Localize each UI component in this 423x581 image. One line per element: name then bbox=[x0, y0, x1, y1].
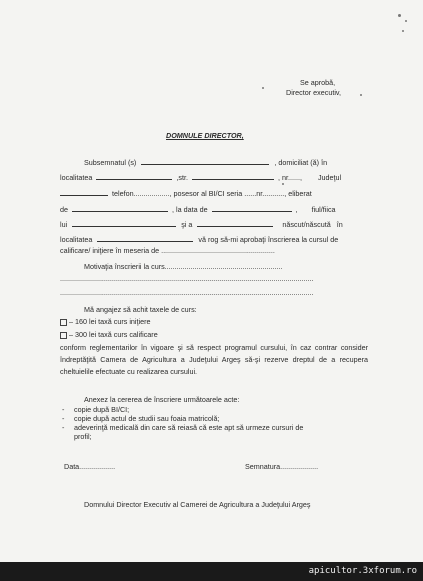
street-field[interactable] bbox=[192, 173, 274, 180]
fees-paragraph: conform reglementarilor în vigoare şi să respect programul cursului, în caz contrar consider îndreptăţită Camera de Agricultura a Judeţului Argeş să-şi rezerve dreptul de a recupera cheltuielile efectuate cu realizarea cursului. bbox=[60, 343, 368, 376]
scan-speck bbox=[282, 183, 284, 185]
scan-speck bbox=[398, 14, 401, 17]
form-line-1: Subsemnatul (s) , domiciliat (ă) în bbox=[84, 158, 328, 167]
motivation-dots-1: ............................................................................................................................... bbox=[60, 274, 314, 283]
birth-locality-field[interactable] bbox=[97, 235, 193, 242]
fees-intro: Mă angajez să achit taxele de curs: bbox=[84, 305, 197, 314]
site-watermark: apicultor.3xforum.ro bbox=[0, 562, 423, 581]
locality-field[interactable] bbox=[96, 173, 172, 180]
page-title: DOMNULE DIRECTOR, bbox=[166, 131, 244, 140]
attachment-item: - adeverinţă medicală din care să reiasă că este apt să urmeze cursuri de bbox=[62, 423, 304, 432]
form-line-6: localitatea vă rog să-mi aprobaţi înscrierea la cursul de bbox=[60, 235, 339, 244]
checkbox-calificare[interactable] bbox=[60, 332, 67, 339]
fee-option-initiere: – 160 lei taxă curs iniţiere bbox=[60, 317, 151, 326]
mother-name-field[interactable] bbox=[197, 220, 273, 227]
signature-field[interactable]: Semnatura................... bbox=[245, 462, 319, 471]
attachment-item-cont: profil; bbox=[74, 432, 92, 441]
form-line-5: lui şi a născut/născută în bbox=[60, 220, 343, 229]
county-field[interactable] bbox=[60, 189, 108, 196]
form-line-2: localitatea ,str. , nr......, Judeţul bbox=[60, 173, 342, 182]
closing-address: Domnului Director Executiv al Camerei de Agricultura a Judeţului Argeş bbox=[84, 500, 311, 509]
scan-speck bbox=[262, 87, 264, 89]
issue-date-field[interactable] bbox=[212, 205, 292, 212]
attachment-item: - copie după actul de studii sau foaia matricolă; bbox=[62, 414, 220, 423]
scan-speck bbox=[405, 20, 407, 22]
attachment-item: - copie după BI/CI; bbox=[62, 405, 130, 414]
fee-option-calificare: – 300 lei taxă curs calificare bbox=[60, 330, 158, 339]
approved-label: Se aprobă, bbox=[300, 78, 336, 87]
motivation-line: Motivaţia înscrierii la curs........................................................... bbox=[84, 262, 283, 271]
motivation-dots-2: ............................................................................................................................... bbox=[60, 288, 314, 297]
form-line-4: de , la data de , fiul/fiica bbox=[60, 205, 336, 214]
director-label: Director executiv, bbox=[286, 88, 341, 97]
scan-speck bbox=[402, 30, 404, 32]
scan-speck bbox=[360, 94, 362, 96]
father-name-field[interactable] bbox=[72, 220, 176, 227]
attachments-intro: Anexez la cererea de înscriere următoarele acte: bbox=[84, 395, 240, 404]
name-field[interactable] bbox=[141, 158, 269, 165]
form-line-3: telefon.................., posesor al BI/CI seria ......nr..........., eliberat bbox=[60, 189, 312, 198]
checkbox-initiere[interactable] bbox=[60, 319, 67, 326]
form-line-7: calificare/ iniţiere în meseria de ......................................................... bbox=[60, 246, 275, 255]
date-field[interactable]: Data.................. bbox=[64, 462, 116, 471]
issued-by-field[interactable] bbox=[72, 205, 168, 212]
